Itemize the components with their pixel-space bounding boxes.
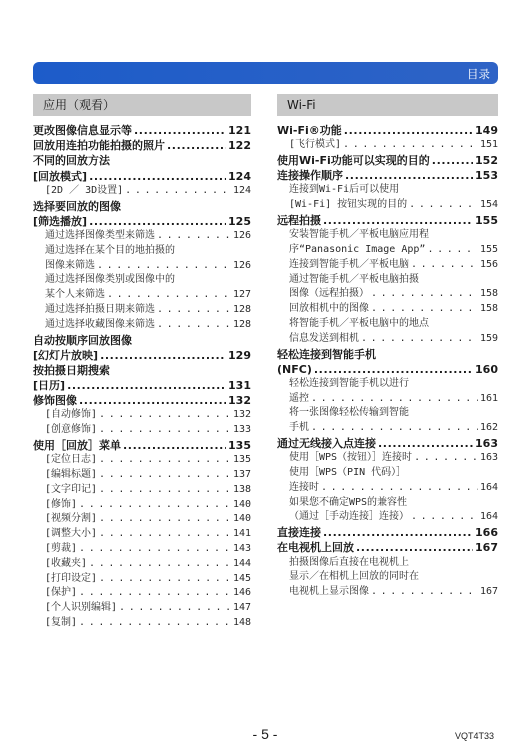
toc-subentry[interactable] xyxy=(277,317,498,332)
toc-subentry[interactable] xyxy=(277,258,498,273)
dot-leader xyxy=(371,287,478,302)
toc-page-number: 162 xyxy=(479,422,498,434)
toc-subentry[interactable] xyxy=(277,228,498,243)
toc-entry-title: 序“Panasonic Image App” xyxy=(289,243,426,255)
dot-leader xyxy=(157,303,231,318)
toc-entry[interactable] xyxy=(277,436,498,451)
dot-leader xyxy=(67,378,226,393)
toc-subentry[interactable] xyxy=(277,556,498,571)
toc-subentry[interactable] xyxy=(277,392,498,407)
toc-entry-title: 电视机上显示图像 xyxy=(289,586,369,598)
toc-entry-title: 手机 xyxy=(289,422,309,434)
dot-leader xyxy=(157,229,231,244)
dot-leader xyxy=(361,332,478,347)
toc-page-number: 140 xyxy=(232,498,251,510)
toc-entry-title: 使用［WPS（按钮）］连接时 xyxy=(289,452,413,464)
toc-entry-title: 选择要回放的图像 xyxy=(33,199,121,213)
toc-page-number: 122 xyxy=(228,139,251,153)
toc-subentry[interactable] xyxy=(33,318,251,333)
page-number: - 5 - xyxy=(252,726,278,742)
dot-leader xyxy=(123,438,226,453)
toc-entry-title: [文字印记] xyxy=(45,483,98,495)
dot-leader xyxy=(411,258,478,273)
toc-page-number: 125 xyxy=(228,214,251,228)
dot-leader xyxy=(99,512,231,527)
toc-page-number: 148 xyxy=(232,616,251,628)
toc-entry-title: 如果您不确定WPS的兼容性 xyxy=(289,496,408,508)
toc-entry-title: 将智能手机／平板电脑中的地点 xyxy=(289,317,429,329)
toc-subentry[interactable] xyxy=(277,421,498,436)
dot-leader xyxy=(99,468,231,483)
toc-entry-title: [回放模式] xyxy=(33,169,88,183)
toc-page-number: 153 xyxy=(475,169,498,183)
toc-entry-title: [打印设定] xyxy=(45,572,98,584)
toc-entry[interactable] xyxy=(33,348,251,363)
toc-entry-title: [创意修饰] xyxy=(45,424,98,436)
toc-subentry[interactable] xyxy=(277,287,498,302)
toc-subentry[interactable] xyxy=(277,570,498,585)
toc-page-number: 143 xyxy=(232,543,251,554)
toc-page-number: 140 xyxy=(232,513,251,525)
dot-leader xyxy=(119,601,231,616)
dot-leader xyxy=(157,318,231,333)
toc-page-number: 167 xyxy=(475,541,498,555)
toc-entry[interactable] xyxy=(277,525,498,540)
toc-entry[interactable] xyxy=(33,363,251,378)
toc-page-number: 126 xyxy=(232,229,251,241)
toc-entry-title: 轻松连接到智能手机以进行 xyxy=(289,377,409,389)
toc-subentry[interactable] xyxy=(277,451,498,466)
toc-page-number: 163 xyxy=(475,437,498,451)
dot-leader xyxy=(99,453,231,468)
toc-subentry[interactable] xyxy=(33,453,251,468)
toc-entry[interactable] xyxy=(277,168,498,183)
toc-page-number: 167 xyxy=(479,586,498,598)
toc-entry-title: 直接连接 xyxy=(277,526,321,540)
dot-leader xyxy=(409,198,478,213)
dot-leader xyxy=(356,540,473,555)
dot-leader xyxy=(89,557,231,572)
dot-leader xyxy=(99,483,231,498)
toc-page-number: 146 xyxy=(232,587,251,599)
toc-entry[interactable] xyxy=(33,333,251,348)
toc-entry-title: 远程拍摄 xyxy=(277,213,321,227)
document-code: VQT4T33 xyxy=(454,731,494,741)
toc-entry-title: 连接时 xyxy=(289,481,319,493)
toc-entry-title: (NFC) xyxy=(277,362,312,376)
toc-entry-title: 通过选择图像类型来筛选 xyxy=(45,229,155,241)
toc-entry-title: [修饰] xyxy=(45,498,78,510)
dot-leader xyxy=(411,510,478,525)
toc-page-number: 141 xyxy=(232,528,251,540)
toc-page-number: 149 xyxy=(475,124,498,137)
toc-entry-title: [筛选播放] xyxy=(33,214,88,228)
toc-subentry[interactable] xyxy=(277,585,498,600)
toc-subentry[interactable] xyxy=(33,423,251,438)
toc-page-number: 128 xyxy=(232,318,251,330)
toc-entry[interactable] xyxy=(277,153,498,168)
toc-page-number: 151 xyxy=(479,139,498,151)
toc-subentry[interactable] xyxy=(33,601,251,616)
toc-page-number: 124 xyxy=(232,184,251,196)
toc-subentry[interactable] xyxy=(33,586,251,601)
toc-subentry[interactable] xyxy=(33,259,251,274)
toc-entry-title: [调整大小] xyxy=(45,528,98,540)
toc-entry-title: 显示／在相机上回放的同时在 xyxy=(289,571,419,583)
toc-page-number: 154 xyxy=(479,199,498,211)
toc-entry-title: 回放用连拍功能拍摄的照片 xyxy=(33,139,165,153)
toc-entry-title: 通过选择图像类别或图像中的 xyxy=(45,274,175,286)
dot-leader xyxy=(371,585,478,600)
toc-subentry[interactable] xyxy=(33,303,251,318)
toc-entry-title: 回放相机中的图像 xyxy=(289,303,369,315)
toc-entry-title: [个人识别编辑] xyxy=(45,602,118,614)
toc-entry-title: 修饰图像 xyxy=(33,394,77,408)
toc-page-number: 135 xyxy=(232,454,251,466)
toc-entry[interactable] xyxy=(277,540,498,555)
toc-entry-title: 按拍摄日期搜索 xyxy=(33,363,110,377)
toc-page-number: 156 xyxy=(479,258,498,270)
toc-subentry[interactable] xyxy=(277,377,498,392)
toc-page-number: 161 xyxy=(479,392,498,404)
toc-subentry[interactable] xyxy=(277,138,498,153)
toc-subentry[interactable] xyxy=(33,616,251,631)
toc-entry-title: 拍摄图像后直接在电视机上 xyxy=(289,556,409,568)
toc-entry-title: 通过无线接入点连接 xyxy=(277,437,376,451)
toc-subentry[interactable] xyxy=(277,183,498,198)
toc-page-number: 155 xyxy=(475,213,498,227)
toc-entry-title: 通过智能手机／平板电脑拍摄 xyxy=(289,273,419,285)
toc-entry-title: [复制] xyxy=(45,616,78,628)
toc-entry-title: 通过选择在某个目的地拍摄的 xyxy=(45,244,175,256)
toc-left-column xyxy=(33,123,251,631)
dot-leader xyxy=(427,243,478,258)
toc-page-number: 129 xyxy=(228,348,251,362)
toc-subentry[interactable] xyxy=(33,468,251,483)
toc-entry-title: 通过选择拍摄日期来筛选 xyxy=(45,303,155,315)
dot-leader xyxy=(323,525,473,540)
toc-entry-title: 使用Wi-Fi功能可以实现的目的 xyxy=(277,153,430,167)
toc-page-number: 131 xyxy=(228,379,251,393)
toc-subentry[interactable] xyxy=(33,542,251,557)
dot-leader xyxy=(100,348,226,363)
toc-entry-title: 使用［WPS（PIN 代码）］ xyxy=(289,467,407,479)
dot-leader xyxy=(99,408,231,423)
toc-entry-title: （通过［手动连接］连接） xyxy=(289,511,409,523)
toc-page-number: 147 xyxy=(232,602,251,614)
toc-entry-title: 在电视机上回放 xyxy=(277,541,354,555)
dot-leader xyxy=(99,423,231,438)
dot-leader xyxy=(97,259,231,274)
toc-page-number: 160 xyxy=(475,362,498,376)
dot-leader xyxy=(125,184,231,199)
dot-leader xyxy=(99,572,231,587)
toc-entry[interactable] xyxy=(277,213,498,228)
toc-entry-title: [Wi-Fi] 按钮实现的目的 xyxy=(289,199,408,211)
toc-entry-title: 连接到Wi-Fi后可以使用 xyxy=(289,184,400,196)
toc-entry[interactable] xyxy=(33,438,251,453)
toc-entry[interactable] xyxy=(277,362,498,377)
dot-leader xyxy=(345,168,473,183)
dot-leader xyxy=(99,527,231,542)
toc-subentry[interactable] xyxy=(33,512,251,527)
toc-subentry[interactable] xyxy=(277,302,498,317)
toc-entry-title: 更改图像信息显示等 xyxy=(33,124,132,137)
toc-entry[interactable] xyxy=(33,199,251,214)
dot-leader xyxy=(79,586,231,601)
toc-subentry[interactable] xyxy=(33,408,251,423)
toc-entry-title: 安装智能手机／平板电脑应用程 xyxy=(289,229,429,241)
header-bar xyxy=(33,62,498,84)
section-heading-wifi: Wi-Fi xyxy=(277,94,498,116)
toc-page-number: 158 xyxy=(479,303,498,315)
toc-page-number: 133 xyxy=(232,424,251,436)
dot-leader xyxy=(314,362,473,377)
toc-entry[interactable] xyxy=(33,378,251,393)
toc-entry-title: [保护] xyxy=(45,587,78,599)
dot-leader xyxy=(89,214,226,229)
toc-subentry[interactable] xyxy=(33,229,251,244)
toc-page-number: 128 xyxy=(232,303,251,315)
toc-page-number: 164 xyxy=(479,511,498,523)
toc-subentry[interactable] xyxy=(277,332,498,347)
toc-entry-title: [自动修饰] xyxy=(45,409,98,421)
toc-entry-title: [编辑标题] xyxy=(45,469,98,481)
toc-entry-title: 通过选择收藏图像来筛选 xyxy=(45,318,155,330)
toc-entry[interactable] xyxy=(33,123,251,138)
dot-leader xyxy=(79,616,231,631)
toc-entry[interactable] xyxy=(277,123,498,138)
toc-page-number: 121 xyxy=(228,124,251,137)
toc-entry[interactable] xyxy=(33,393,251,408)
toc-subentry[interactable] xyxy=(33,273,251,288)
toc-entry-title: 遥控 xyxy=(289,392,309,404)
toc-subentry[interactable] xyxy=(33,557,251,572)
toc-page-number: 132 xyxy=(232,409,251,421)
toc-entry[interactable] xyxy=(33,138,251,153)
toc-subentry[interactable] xyxy=(277,243,498,258)
toc-entry-title: 图像（远程拍摄） xyxy=(289,288,369,300)
toc-subentry[interactable] xyxy=(33,244,251,259)
dot-leader xyxy=(432,153,473,168)
toc-page-number: 124 xyxy=(228,169,251,183)
dot-leader xyxy=(414,451,478,466)
toc-page-number: 152 xyxy=(475,153,498,167)
dot-leader xyxy=(371,302,478,317)
toc-page-number: 158 xyxy=(479,288,498,300)
toc-entry-title: [收藏夹] xyxy=(45,557,88,569)
toc-page-number: 145 xyxy=(232,572,251,584)
toc-page-number: 163 xyxy=(479,452,498,464)
toc-entry-title: 将一张图像轻松传输到智能 xyxy=(289,407,409,419)
toc-entry-title: 连接到智能手机／平板电脑 xyxy=(289,258,409,270)
toc-page-number: 126 xyxy=(232,259,251,271)
toc-entry[interactable] xyxy=(33,169,251,184)
toc-page-number: 132 xyxy=(228,394,251,408)
toc-entry-title: 信息发送到相机 xyxy=(289,332,359,344)
toc-entry-title: [日历] xyxy=(33,379,66,393)
dot-leader xyxy=(311,421,478,436)
toc-entry-title: 轻松连接到智能手机 xyxy=(277,347,376,361)
toc-entry-title: [定位日志] xyxy=(45,454,98,466)
dot-leader xyxy=(79,498,231,513)
toc-page-number: 127 xyxy=(232,289,251,301)
toc-entry-title: [剪裁] xyxy=(45,543,78,554)
toc-subentry[interactable] xyxy=(33,527,251,542)
toc-subentry[interactable] xyxy=(33,184,251,199)
toc-entry-title: 连接操作顺序 xyxy=(277,169,343,183)
dot-leader xyxy=(321,481,478,496)
toc-page-number: 138 xyxy=(232,483,251,495)
dot-leader xyxy=(323,213,473,228)
dot-leader xyxy=(79,542,231,557)
toc-subentry[interactable] xyxy=(277,198,498,213)
toc-subentry[interactable] xyxy=(33,498,251,513)
toc-subentry[interactable] xyxy=(277,466,498,481)
toc-subentry[interactable] xyxy=(33,572,251,587)
toc-entry-title: 图像来筛选 xyxy=(45,259,95,271)
toc-page-number: 166 xyxy=(475,526,498,540)
dot-leader xyxy=(343,138,478,153)
dot-leader xyxy=(134,123,226,138)
toc-right-column xyxy=(277,123,498,600)
dot-leader xyxy=(167,138,226,153)
toc-entry-title: [2D ／ 3D设置] xyxy=(45,184,124,196)
page-title: 目录 xyxy=(467,67,490,81)
toc-subentry[interactable] xyxy=(277,273,498,288)
toc-entry[interactable] xyxy=(33,153,251,168)
toc-page-number: 164 xyxy=(479,481,498,493)
toc-entry-title: 不同的回放方法 xyxy=(33,154,110,168)
toc-subentry[interactable] xyxy=(277,496,498,511)
toc-entry[interactable] xyxy=(277,347,498,362)
toc-entry-title: Wi-Fi®功能 xyxy=(277,124,342,137)
toc-subentry[interactable] xyxy=(277,510,498,525)
toc-entry-title: 使用［回放］菜单 xyxy=(33,439,121,453)
toc-page-number: 159 xyxy=(479,332,498,344)
toc-subentry[interactable] xyxy=(277,406,498,421)
dot-leader xyxy=(107,288,231,303)
toc-entry-title: 自动按顺序回放图像 xyxy=(33,333,132,347)
toc-entry-title: [幻灯片放映] xyxy=(33,348,99,362)
dot-leader xyxy=(378,436,473,451)
toc-entry[interactable] xyxy=(33,214,251,229)
toc-entry-title: 某个人来筛选 xyxy=(45,289,105,301)
toc-subentry[interactable] xyxy=(277,481,498,496)
toc-subentry[interactable] xyxy=(33,288,251,303)
section-heading-playback: 应用（观看） xyxy=(33,94,251,116)
dot-leader xyxy=(89,169,226,184)
toc-page-number: 155 xyxy=(479,243,498,255)
dot-leader xyxy=(344,123,473,138)
toc-page-number: 144 xyxy=(232,557,251,569)
toc-page-number: 137 xyxy=(232,469,251,481)
toc-page-number: 135 xyxy=(228,439,251,453)
toc-subentry[interactable] xyxy=(33,483,251,498)
toc-entry-title: [视频分割] xyxy=(45,513,98,525)
toc-entry-title: [飞行模式] xyxy=(289,139,342,151)
dot-leader xyxy=(311,392,478,407)
dot-leader xyxy=(79,393,226,408)
